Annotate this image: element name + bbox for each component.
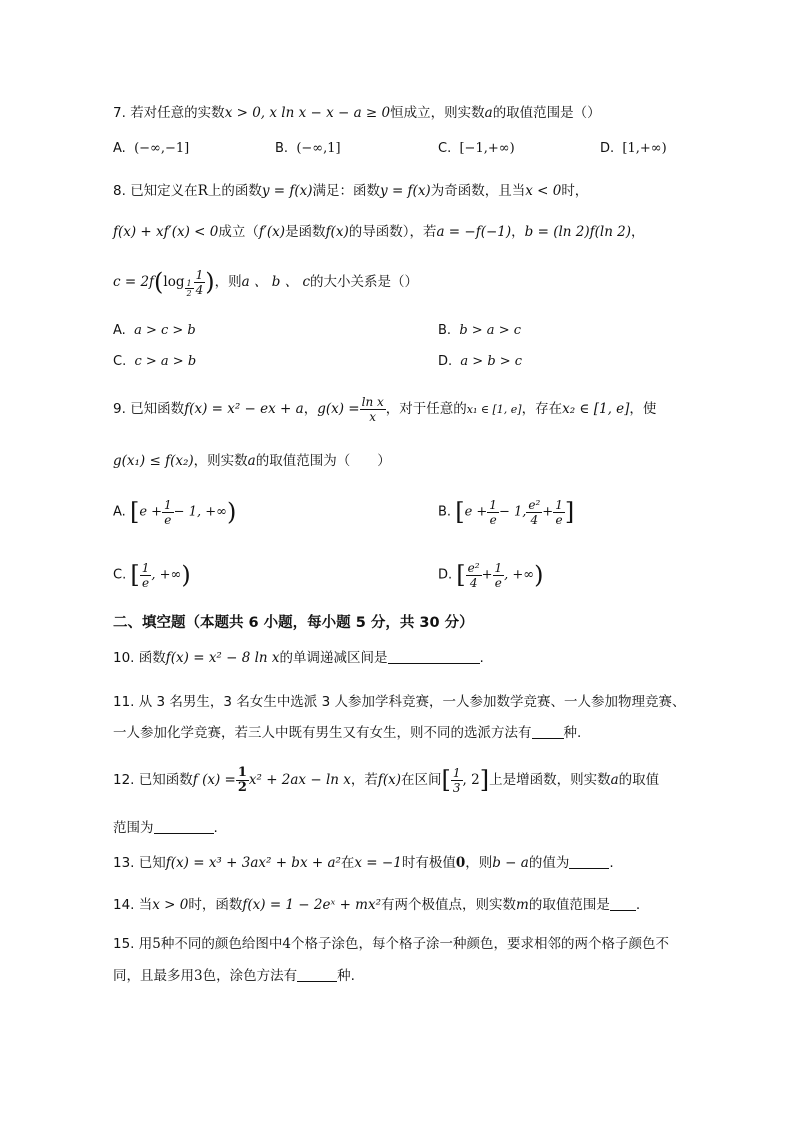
answer-blank[interactable] [532, 724, 564, 739]
answer-blank[interactable] [154, 819, 214, 834]
question-9-line-1: 9. 已知函数f(x) = x² − ex + a，g(x) = $\frac{\text{ln x}}{x}$ ，对于任意的x₁ ∈ [1, e]，存在x₂ ∈ [1, e]，使 [113, 394, 657, 424]
q9-option-c: C. [ $\frac{1}{e}$ , +∞) [113, 560, 191, 590]
log-base-fraction: $\frac{1}{2}$ [186, 279, 192, 298]
question-12-line-2: 范围为 . [113, 820, 218, 836]
question-14: 14. 当x > 0时，函数f(x) = 1 − 2eˣ + mx²有两个极值点，则实数m的取值范围是 . [113, 897, 641, 913]
question-11-line-1: 11. 从 3 名男生，3 名女生中选派 3 人参加学科竞赛，一人参加数学竞赛、一人参加物理竞赛、 [113, 694, 686, 710]
section-2-heading: 二、填空题（本题共 6 小题，每小题 5 分，共 30 分） [113, 615, 474, 631]
q7-option-c: C. [−1,+∞) [438, 141, 515, 156]
log-argument-fraction: $\frac{1}{4}$ [195, 267, 204, 297]
question-7: 7. 若对任意的实数x > 0, x ln x − x − a ≥ 0恒成立，则实数a的取值范围是（） [113, 105, 601, 121]
answer-blank[interactable] [610, 896, 636, 911]
question-15-line-1: 15. 用5种不同的颜色给图中4个格子涂色，每个格子涂一种颜色，要求相邻的两个格子颜色不 [113, 936, 669, 952]
g-fraction: $\frac{\text{ln x}}{x}$ [361, 394, 384, 424]
q7-option-b: B. (−∞,1] [275, 141, 341, 156]
answer-blank[interactable] [297, 967, 337, 982]
question-15-line-2: 同，且最多用3色，涂色方法有 种. [113, 968, 355, 984]
q7-option-d: D. [1,+∞) [600, 141, 667, 156]
question-8-line-3: c = 2f(log $\frac{1}{2}$ $\frac{1}{4}$ )，则a 、 b 、 c的大小关系是（） [113, 267, 419, 298]
question-11-line-2: 一人参加化学竞赛，若三人中既有男生又有女生，则不同的选派方法有 种. [113, 725, 582, 741]
q9-option-b: B. [e + $\frac{1}{e}$ − 1, $\frac{\text{e²}}{4}$ + $\frac{1}{e}$ ] [438, 497, 575, 527]
q8-option-c: C. c > a > b [113, 354, 197, 369]
question-10: 10. 函数f(x) = x² − 8 ln x的单调递减区间是 . [113, 650, 484, 666]
q8-option-a: A. a > c > b [113, 323, 196, 338]
answer-blank[interactable] [569, 854, 609, 869]
q9-option-a: A. [e + $\frac{1}{e}$ − 1, +∞) [113, 497, 237, 527]
question-9-line-2: g(x₁) ≤ f(x₂)，则实数a的取值范围为（ ） [113, 453, 391, 469]
q8-option-d: D. a > b > c [438, 354, 523, 369]
q9-option-d: D. [ $\frac{\text{e²}}{4}$ + $\frac{1}{e}$ , +∞) [438, 560, 544, 590]
q8-option-b: B. b > a > c [438, 323, 521, 338]
question-12-line-1: 12. 已知函数f (x) = $\frac{1}{2}$ x² + 2ax − ln x，若f(x)在区间[ $\frac{1}{3}$ , 2]上是增函数，则实数a的取值 [113, 764, 660, 795]
q7-option-a: A. (−∞,−1] [113, 141, 190, 156]
question-13: 13. 已知f(x) = x³ + 3ax² + bx + a²在x = −1时有极值0，则b − a的值为 . [113, 855, 614, 871]
question-8-line-2: f(x) + xf′(x) < 0成立（f′(x)是函数f(x)的导函数），若a = −f(−1)，b = (ln 2)f(ln 2)， [113, 224, 645, 240]
answer-blank[interactable] [388, 649, 480, 664]
question-8-line-1: 8. 已知定义在R上的函数y = f(x)满足：函数y = f(x)为奇函数，且当x < 0时， [113, 183, 589, 199]
